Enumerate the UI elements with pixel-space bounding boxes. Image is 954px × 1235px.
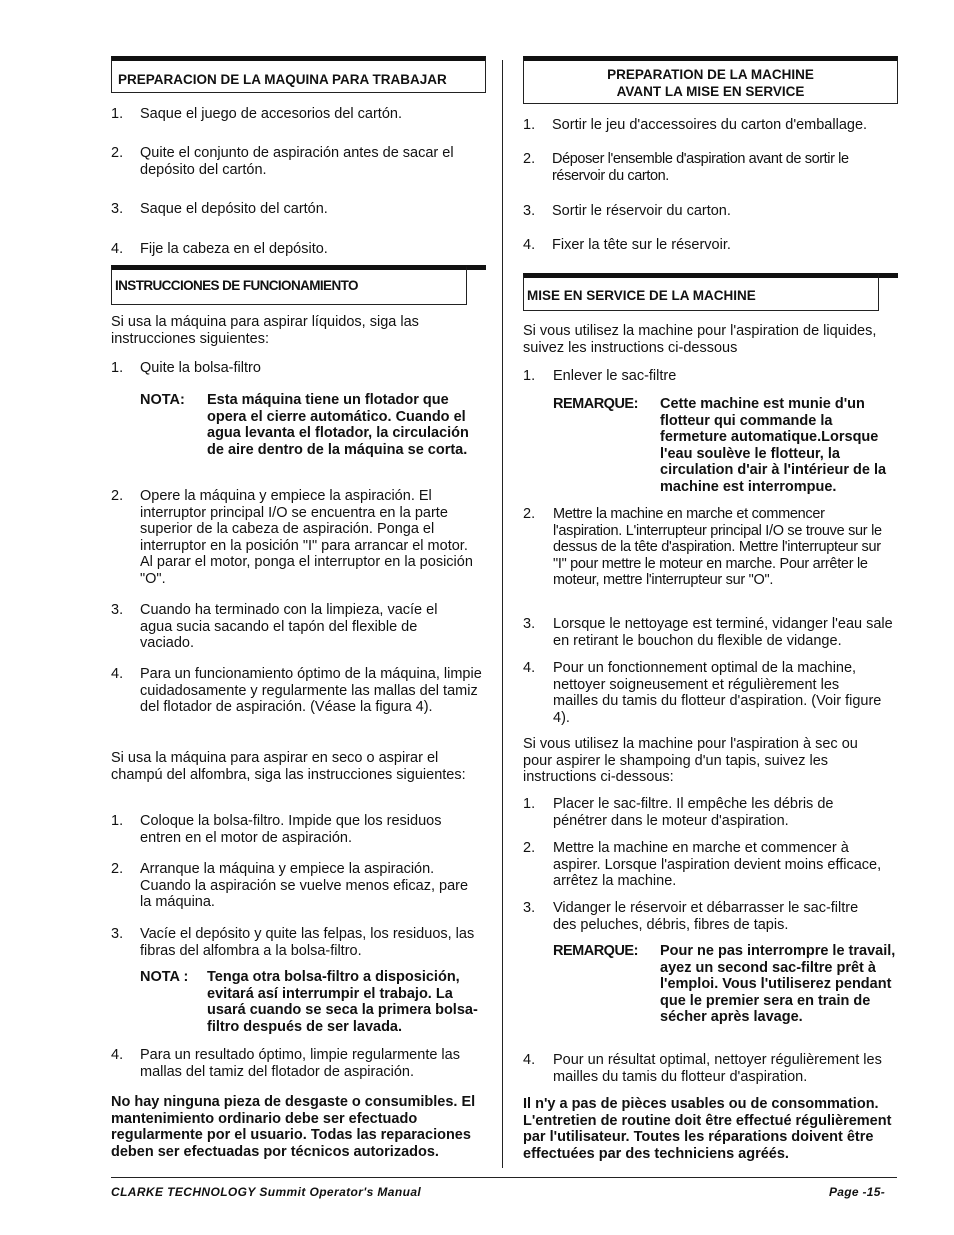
note-label: REMARQUE: xyxy=(553,396,638,412)
heading-text: PREPARATION DE LA MACHINE xyxy=(607,67,814,82)
list-item: Saque el juego de accesorios del cartón. xyxy=(140,106,402,122)
closing-note: No hay ninguna pieza de desgaste o consumibles. El mantenimiento ordinario debe ser efectuado regularmente por el usuario. Todas las reparaciones deben ser efectuadas por técnicos autorizados. xyxy=(111,1094,476,1160)
list-number: 4. xyxy=(111,666,124,682)
list-item: Vidanger le réservoir et débarrasser le sac-filtre des peluches, débris, fibres de tapis. xyxy=(553,900,859,933)
list-item: Arranque la máquina y empiece la aspiración. Cuando la aspiración se vuelve menos eficaz, pare la máquina. xyxy=(140,861,469,910)
closing-note: Il n'y a pas de pièces usables ou de consommation. L'entretien de routine doit être effectué régulièrement par l'utilisateur. Toutes les réparations doivent être effectuées par des techniciens agréés. xyxy=(523,1096,892,1162)
list-number: 3. xyxy=(111,602,124,618)
list-number: 3. xyxy=(111,201,124,217)
list-number: 2. xyxy=(111,145,124,161)
note-label: REMARQUE: xyxy=(553,943,638,959)
list-number: 1. xyxy=(523,796,536,812)
section-heading-instrucciones xyxy=(111,265,467,305)
list-number: 1. xyxy=(111,106,124,122)
list-number: 2. xyxy=(111,488,124,504)
list-item: Mettre la machine en marche et commencer à aspirer. Lorsque l'aspiration devient moins efficace, arrêtez la machine. xyxy=(553,840,882,889)
list-number: 2. xyxy=(111,861,124,877)
list-number: 1. xyxy=(111,813,124,829)
list-item: Vacíe el depósito y quite las felpas, los residuos, las fibras del alfombra a la bolsa-filtro. xyxy=(140,926,475,959)
list-item: Cuando ha terminado con la limpieza, vacíe el agua sucia sacando el tapón del flexible de vaciado. xyxy=(140,602,438,651)
list-number: 2. xyxy=(523,151,536,167)
list-item: Placer le sac-filtre. Il empêche les débris de pénétrer dans le moteur d'aspiration. xyxy=(553,796,834,829)
section-heading-preparacion xyxy=(111,56,486,93)
note-text: Tenga otra bolsa-filtro a disposición, evitará así interrumpir el trabajo. La usará cuando se seca la primera bolsa-filtro después de ser lavada. xyxy=(207,969,478,1035)
heading-text: MISE EN SERVICE DE LA MACHINE xyxy=(527,288,756,303)
footer-rule xyxy=(111,1177,897,1178)
list-number: 1. xyxy=(111,360,124,376)
list-item: Quite el conjunto de aspiración antes de sacar el depósito del cartón. xyxy=(140,145,454,178)
dry-intro: Si usa la máquina para aspirar en seco o aspirar el champú del alfombra, siga las instrucciones siguientes: xyxy=(111,750,466,783)
list-number: 4. xyxy=(523,1052,536,1068)
list-item: Para un funcionamiento óptimo de la máquina, limpie cuidadosamente y regularmente las mallas del tamiz del flotador de aspiración. (Véase la figura 4). xyxy=(140,666,482,715)
list-number: 1. xyxy=(523,368,536,384)
list-item: Enlever le sac-filtre xyxy=(553,368,677,384)
dry-intro: Si vous utilisez la machine pour l'aspiration à sec ou pour aspirer le shampoing d'un tapis, suivez les instructions ci-dessous: xyxy=(523,736,858,785)
list-number: 2. xyxy=(523,506,536,522)
list-number: 2. xyxy=(523,840,536,856)
heading-text: AVANT LA MISE EN SERVICE xyxy=(616,84,805,99)
list-number: 4. xyxy=(523,237,536,253)
footer-title: CLARKE TECHNOLOGY Summit Operator's Manual xyxy=(111,1185,422,1199)
list-item: Fixer la tête sur le réservoir. xyxy=(552,237,731,253)
heading-text: PREPARACION DE LA MAQUINA PARA TRABAJAR xyxy=(118,72,447,87)
list-item: Quite la bolsa-filtro xyxy=(140,360,261,376)
list-number: 4. xyxy=(111,1047,124,1063)
note-label: NOTA : xyxy=(140,969,189,985)
list-number: 1. xyxy=(523,117,536,133)
list-item: Sortir le réservoir du carton. xyxy=(552,203,731,219)
column-divider xyxy=(502,60,503,1168)
list-item: Mettre la machine en marche et commencer l'aspiration. L'interrupteur principal I/O se trouve sur le dessus de la tête d'aspiration. Mettre l'interrupteur sur "I" pour mettre le moteur en marche. Pour arrêter le moteur, mettre l'interrupteur sur "O". xyxy=(553,506,882,588)
note-text: Cette machine est munie d'un flotteur qui commande la fermeture automatique.Lorsque l'eau soulève le flotteur, la circulation d'air à l'intérieur de la machine est interrompue. xyxy=(660,396,887,495)
page-number: Page -15- xyxy=(829,1185,886,1199)
heading-text: INSTRUCCIONES DE FUNCIONAMIENTO xyxy=(115,278,358,293)
note-label: NOTA: xyxy=(140,392,185,408)
list-number: 3. xyxy=(523,900,536,916)
wet-intro: Si vous utilisez la machine pour l'aspiration de liquides, suivez les instructions ci-dessous xyxy=(523,323,877,356)
list-item: Pour un fonctionnement optimal de la machine, nettoyer soigneusement et régulièrement les mailles du tamis du flotteur d'aspiration. (Voir figure 4). xyxy=(553,660,882,726)
list-item: Coloque la bolsa-filtro. Impide que los residuos entren en el motor de aspiración. xyxy=(140,813,442,846)
list-item: Saque el depósito del cartón. xyxy=(140,201,328,217)
note-text: Pour ne pas interrompre le travail, ayez un second sac-filtre prêt à l'emploi. Vous l'utiliserez pendant que le premier sera en train de sécher après lavage. xyxy=(660,943,896,1025)
note-text: Esta máquina tiene un flotador que opera el cierre automático. Cuando el agua levanta el flotador, la circulación de aire dentro de la máquina se corta. xyxy=(207,392,469,458)
list-number: 3. xyxy=(523,616,536,632)
list-number: 3. xyxy=(523,203,536,219)
section-heading-mise-en-service xyxy=(523,273,879,311)
list-item: Fije la cabeza en el depósito. xyxy=(140,241,328,257)
list-item: Sortir le jeu d'accessoires du carton d'emballage. xyxy=(552,117,868,133)
list-item: Lorsque le nettoyage est terminé, vidanger l'eau sale en retirant le bouchon du flexible de vidange. xyxy=(553,616,893,649)
wet-intro: Si usa la máquina para aspirar líquidos, siga las instrucciones siguientes: xyxy=(111,314,419,347)
list-number: 4. xyxy=(111,241,124,257)
list-item: Déposer l'ensemble d'aspiration avant de sortir le réservoir du carton. xyxy=(552,151,849,184)
list-item: Para un resultado óptimo, limpie regularmente las mallas del tamiz del flotador de aspiración. xyxy=(140,1047,460,1080)
list-number: 3. xyxy=(111,926,124,942)
list-item: Opere la máquina y empiece la aspiración. El interruptor principal I/O se encuentra en la parte superior de la cabeza de aspiración. Ponga el interruptor en la posición "I" para arrancar el motor. Al parar el motor, ponga el interruptor en la posición "O". xyxy=(140,488,473,587)
section-heading-preparation xyxy=(523,56,898,104)
list-number: 4. xyxy=(523,660,536,676)
list-item: Pour un résultat optimal, nettoyer régulièrement les mailles du tamis du flotteur d'aspiration. xyxy=(553,1052,882,1085)
